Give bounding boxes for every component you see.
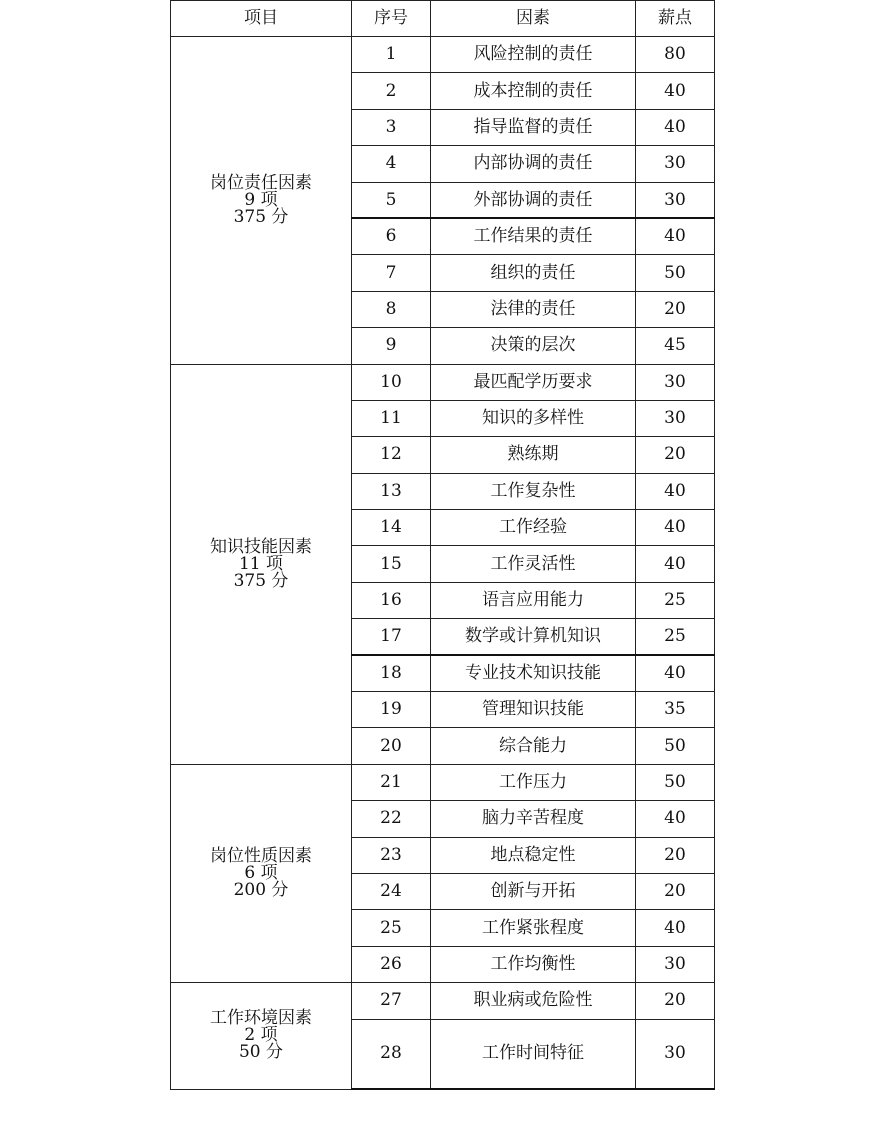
row-factor: 工作压力 bbox=[431, 764, 636, 800]
row-points: 20 bbox=[636, 983, 715, 1019]
row-no: 15 bbox=[352, 546, 431, 582]
row-factor: 脑力辛苦程度 bbox=[431, 801, 636, 837]
row-no: 24 bbox=[352, 873, 431, 909]
row-factor: 工作均衡性 bbox=[431, 946, 636, 982]
row-points: 20 bbox=[636, 837, 715, 873]
table-row bbox=[171, 764, 715, 800]
row-no: 11 bbox=[352, 400, 431, 436]
row-no: 2 bbox=[352, 73, 431, 109]
row-no: 20 bbox=[352, 728, 431, 764]
row-no: 14 bbox=[352, 510, 431, 546]
row-factor: 工作复杂性 bbox=[431, 473, 636, 509]
row-no: 4 bbox=[352, 146, 431, 182]
row-no: 28 bbox=[352, 1019, 431, 1089]
row-factor: 职业病或危险性 bbox=[431, 983, 636, 1019]
row-points: 20 bbox=[636, 437, 715, 473]
row-points: 30 bbox=[636, 146, 715, 182]
row-no: 23 bbox=[352, 837, 431, 873]
group-score: 200 分 bbox=[233, 879, 289, 900]
table-row bbox=[171, 37, 715, 73]
row-points: 40 bbox=[636, 801, 715, 837]
row-no: 9 bbox=[352, 328, 431, 364]
row-no: 19 bbox=[352, 692, 431, 728]
row-points: 20 bbox=[636, 291, 715, 327]
row-points: 30 bbox=[636, 946, 715, 982]
row-no: 17 bbox=[352, 619, 431, 655]
row-no: 18 bbox=[352, 655, 431, 691]
row-points: 25 bbox=[636, 619, 715, 655]
row-factor: 专业技术知识技能 bbox=[431, 655, 636, 691]
row-points: 50 bbox=[636, 255, 715, 291]
group-count: 11 项 bbox=[238, 553, 284, 574]
row-points: 35 bbox=[636, 692, 715, 728]
group-score: 50 分 bbox=[238, 1042, 284, 1063]
row-factor: 工作结果的责任 bbox=[431, 218, 636, 254]
row-points: 40 bbox=[636, 910, 715, 946]
group-cell-job-nature bbox=[171, 764, 352, 982]
row-no: 6 bbox=[352, 218, 431, 254]
row-points: 25 bbox=[636, 582, 715, 618]
row-points: 30 bbox=[636, 1019, 715, 1089]
row-no: 25 bbox=[352, 910, 431, 946]
row-factor: 综合能力 bbox=[431, 728, 636, 764]
row-points: 45 bbox=[636, 328, 715, 364]
row-no: 3 bbox=[352, 109, 431, 145]
row-points: 50 bbox=[636, 764, 715, 800]
header-factor: 因素 bbox=[431, 1, 636, 37]
group-cell-responsibility bbox=[171, 37, 352, 365]
row-factor: 组织的责任 bbox=[431, 255, 636, 291]
row-factor: 数学或计算机知识 bbox=[431, 619, 636, 655]
group-name: 岗位责任因素 bbox=[210, 172, 312, 193]
group-name: 岗位性质因素 bbox=[210, 845, 312, 866]
row-no: 13 bbox=[352, 473, 431, 509]
group-count: 6 项 bbox=[244, 862, 278, 883]
group-cell-work-environment bbox=[171, 983, 352, 1089]
row-points: 30 bbox=[636, 182, 715, 218]
row-points: 40 bbox=[636, 546, 715, 582]
group-count: 9 项 bbox=[244, 189, 278, 210]
row-no: 27 bbox=[352, 983, 431, 1019]
row-factor: 工作灵活性 bbox=[431, 546, 636, 582]
row-factor: 知识的多样性 bbox=[431, 400, 636, 436]
row-factor: 法律的责任 bbox=[431, 291, 636, 327]
row-factor: 指导监督的责任 bbox=[431, 109, 636, 145]
row-points: 40 bbox=[636, 655, 715, 691]
row-no: 7 bbox=[352, 255, 431, 291]
group-name: 工作环境因素 bbox=[210, 1008, 312, 1029]
row-factor: 决策的层次 bbox=[431, 328, 636, 364]
row-points: 30 bbox=[636, 364, 715, 400]
row-no: 10 bbox=[352, 364, 431, 400]
table-row bbox=[171, 983, 715, 1019]
row-points: 40 bbox=[636, 218, 715, 254]
row-factor: 语言应用能力 bbox=[431, 582, 636, 618]
row-factor: 工作紧张程度 bbox=[431, 910, 636, 946]
header-points: 薪点 bbox=[636, 1, 715, 37]
row-points: 40 bbox=[636, 73, 715, 109]
group-score: 375 分 bbox=[233, 570, 289, 591]
row-factor: 工作经验 bbox=[431, 510, 636, 546]
row-factor: 成本控制的责任 bbox=[431, 73, 636, 109]
row-no: 8 bbox=[352, 291, 431, 327]
row-factor: 工作时间特征 bbox=[431, 1019, 636, 1089]
header-group: 项目 bbox=[171, 1, 352, 37]
row-points: 40 bbox=[636, 109, 715, 145]
row-factor: 外部协调的责任 bbox=[431, 182, 636, 218]
row-factor: 熟练期 bbox=[431, 437, 636, 473]
row-no: 16 bbox=[352, 582, 431, 618]
group-cell-knowledge-skill bbox=[171, 364, 352, 764]
row-factor: 内部协调的责任 bbox=[431, 146, 636, 182]
row-factor: 风险控制的责任 bbox=[431, 37, 636, 73]
row-points: 50 bbox=[636, 728, 715, 764]
row-points: 80 bbox=[636, 37, 715, 73]
row-points: 40 bbox=[636, 510, 715, 546]
row-no: 12 bbox=[352, 437, 431, 473]
row-factor: 创新与开拓 bbox=[431, 873, 636, 909]
row-points: 40 bbox=[636, 473, 715, 509]
header-row bbox=[171, 1, 715, 37]
row-factor: 地点稳定性 bbox=[431, 837, 636, 873]
table-row bbox=[171, 364, 715, 400]
row-no: 26 bbox=[352, 946, 431, 982]
row-no: 21 bbox=[352, 764, 431, 800]
row-no: 1 bbox=[352, 37, 431, 73]
row-factor: 最匹配学历要求 bbox=[431, 364, 636, 400]
row-points: 30 bbox=[636, 400, 715, 436]
row-factor: 管理知识技能 bbox=[431, 692, 636, 728]
group-score: 375 分 bbox=[233, 206, 289, 227]
row-no: 22 bbox=[352, 801, 431, 837]
row-points: 20 bbox=[636, 873, 715, 909]
row-no: 5 bbox=[352, 182, 431, 218]
group-name: 知识技能因素 bbox=[210, 536, 312, 557]
group-count: 2 项 bbox=[244, 1025, 278, 1046]
header-no: 序号 bbox=[352, 1, 431, 37]
job-evaluation-factor-table bbox=[170, 0, 715, 1090]
